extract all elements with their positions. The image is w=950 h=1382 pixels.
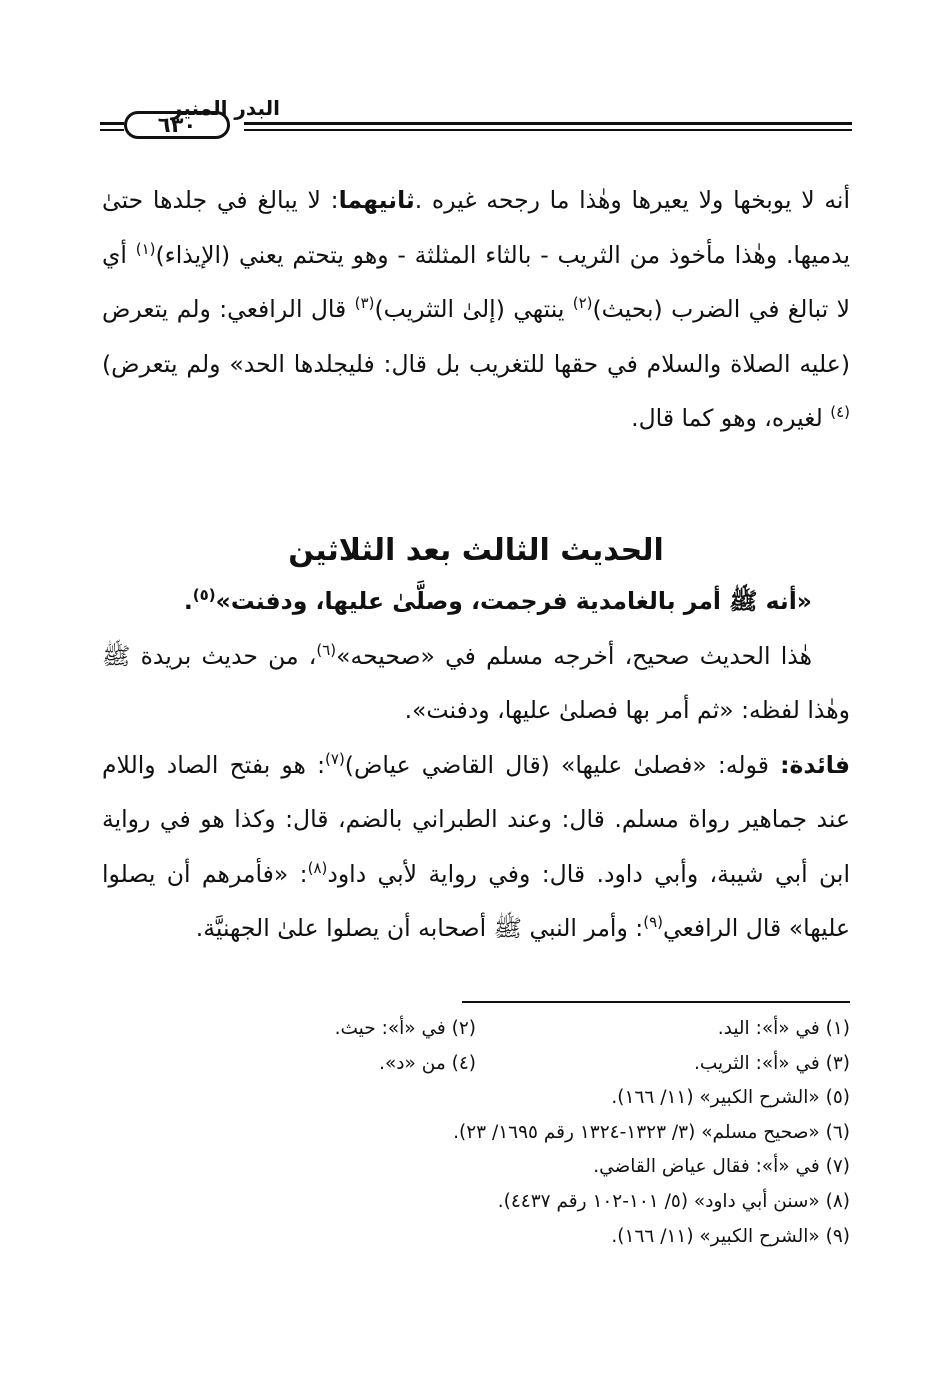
- footnote-1: (١) في «أ»: اليد.: [717, 1018, 850, 1039]
- footnote-3: (٣) في «أ»: الثريب.: [693, 1052, 850, 1074]
- footnote-row: [102, 1047, 850, 1082]
- hadith-end: .: [183, 587, 193, 615]
- footnote-9: (٩) «الشرح الكبير» (١١/ ١٦٦).: [611, 1225, 850, 1247]
- footnote-row: [102, 1012, 850, 1047]
- paragraph-1-text: أي لا تبالغ في الضرب (بحيث): [102, 240, 850, 323]
- benefit-label: فائدة:: [780, 750, 850, 779]
- paragraph-1-text: أنه لا يوبخها ولا يعيرها وهٰذا ما رجحه غيره .: [414, 186, 850, 214]
- footnote-ref-2[interactable]: (٢): [572, 294, 593, 312]
- footnote-ref-4[interactable]: (٤): [830, 403, 850, 421]
- footnote-separator: [462, 1001, 850, 1003]
- footnote-ref-7[interactable]: (٧): [325, 749, 345, 768]
- footnote-6: (٦) «صحيح مسلم» (٣/ ١٣٢٣-١٣٢٤ رقم ١٦٩٥/ ٢٣).: [453, 1121, 850, 1143]
- hadith-quote: «أنه ﷺ أمر بالغامدية فرجمت، وصلَّىٰ عليها، ودفنت»: [215, 587, 812, 615]
- hadith-text: [102, 574, 850, 629]
- second-opinion-label: ثانيهما: [338, 186, 415, 214]
- footnote-ref-1[interactable]: (١): [135, 239, 156, 258]
- paragraph-4-text: : هو بفتح الصاد واللام عند جماهير رواة مسلم. قال: وعند الطبراني بالضم، قال: وكذا هو في رواية ابن أبي شيبة، وأبي داود. قال: وفي رواية لأبي داود: [102, 750, 850, 888]
- footnote-ref-3[interactable]: (٣): [354, 294, 375, 312]
- header-rule-thin: [244, 129, 852, 131]
- paragraph-3-text: ، من حديث بريدة ﷺ وهٰذا لفظه: «ثم أمر بها فصلىٰ عليها، ودفنت».: [102, 641, 850, 724]
- paragraph-4-text: قوله: «فصلىٰ عليها» (قال القاضي عياض): [344, 750, 781, 779]
- footnote-4: (٤) من «د».: [379, 1052, 476, 1074]
- paragraph-1-text: : لا يبالغ في جلدها حتىٰ يدميها. وهٰذا مأخوذ من الثريب - بالثاء المثلثة - وهو يتحتم يعني (الإيذاء): [102, 186, 850, 269]
- footnote-ref-5[interactable]: (٥): [192, 586, 216, 604]
- paragraph-1-text: قال الرافعي: ولم يتعرض (عليه الصلاة والسلام في حقها للتغريب بل قال: فليجلدها الحد» ولم يتعرض): [102, 295, 850, 378]
- footnotes: [102, 1012, 850, 1254]
- paragraph-1-text: لغيره، وهو كما قال.: [631, 404, 831, 432]
- footnote-2: (٢) في «أ»: حيث.: [334, 1018, 476, 1039]
- page-number: ٦٣٠: [124, 111, 230, 139]
- paragraph-4-text: : «فأمرهم أن يصلوا عليها» قال الرافعي: [102, 859, 850, 942]
- running-title: البدر المنير: [170, 96, 280, 120]
- footnote-7: (٧) في «أ»: فقال عياض القاضي.: [593, 1156, 850, 1178]
- footnote-5: (٥) «الشرح الكبير» (١١/ ١٦٦).: [611, 1087, 850, 1109]
- paragraph-3: [102, 629, 850, 738]
- header-rule-left: [100, 122, 124, 125]
- paragraph-4: [102, 738, 850, 956]
- header-rule: [244, 122, 852, 125]
- footnote-ref-6[interactable]: (٦): [316, 640, 337, 659]
- section-heading: الحديث الثالث بعد الثلاثين: [288, 533, 664, 568]
- paragraph-3-text: هٰذا الحديث صحيح، أخرجه مسلم في «صحيحه»: [336, 641, 812, 670]
- footnote-ref-8[interactable]: (٨): [307, 858, 328, 877]
- header-rule-left-thin: [100, 129, 124, 131]
- paragraph-1: [102, 173, 850, 446]
- footnote-8: (٨) «سنن أبي داود» (٥/ ١٠١-١٠٢ رقم ٤٤٣٧).: [497, 1190, 850, 1212]
- paragraph-1-text: ينتهي (إلىٰ التثريب): [374, 295, 573, 323]
- running-header: [100, 96, 852, 152]
- main-text-block: [102, 574, 850, 956]
- paragraph-4-text: : وأمر النبي ﷺ أصحابه أن يصلوا علىٰ الجهنيَّة.: [195, 914, 644, 942]
- footnote-ref-9[interactable]: (٩): [643, 913, 663, 931]
